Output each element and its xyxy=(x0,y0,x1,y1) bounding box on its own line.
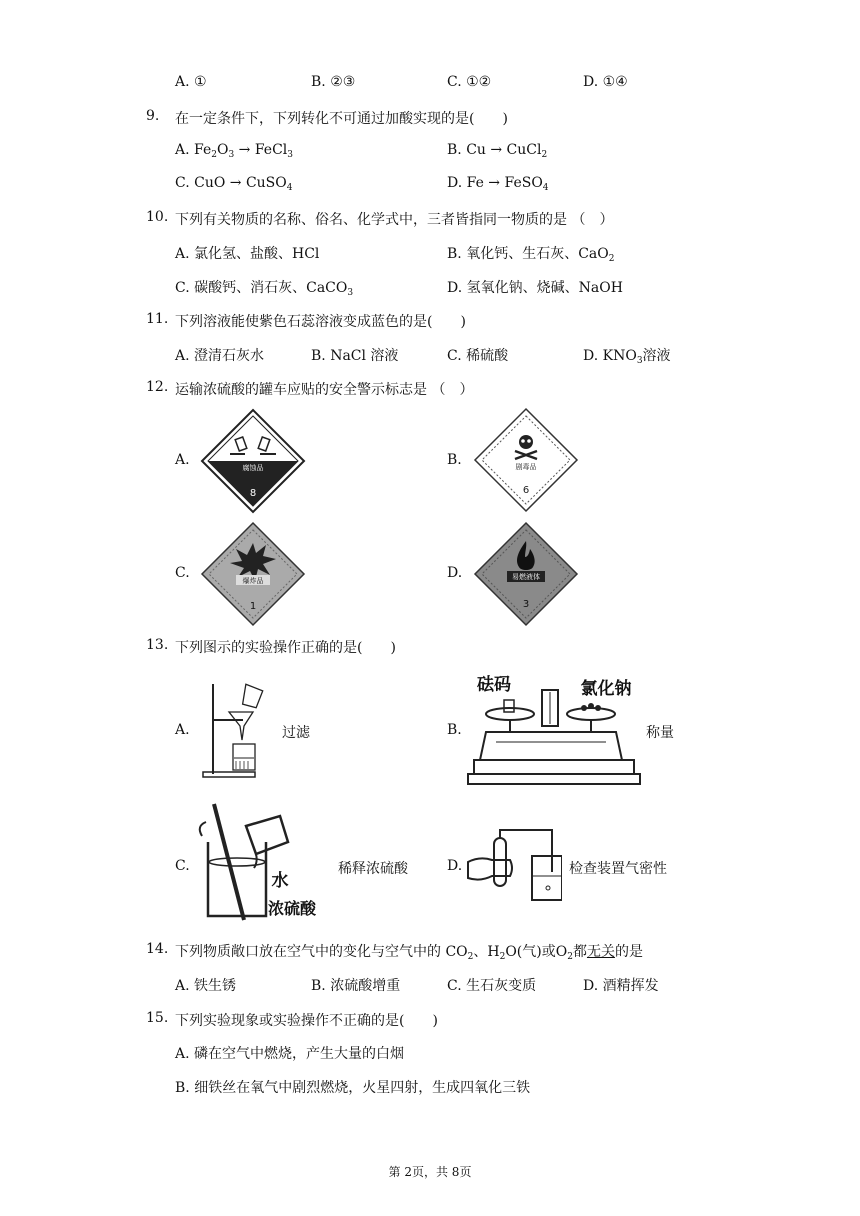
q13-option-a-label: A. xyxy=(175,722,190,738)
q15-stem: 下列实验现象或实验操作不正确的是( ) xyxy=(175,1013,438,1029)
dilution-water-label: 水 xyxy=(271,871,289,891)
q15-option-a: A. 磷在空气中燃烧，产生大量的白烟 xyxy=(175,1046,405,1062)
q13-option-b-label: B. xyxy=(447,722,462,738)
q12-option-d-label: D. xyxy=(447,565,463,581)
q8-option-b: B. ②③ xyxy=(311,74,356,90)
q13-option-d-caption: 检查装置气密性 xyxy=(569,861,667,877)
q12-number: 12. xyxy=(146,379,169,395)
q12-option-c-label: C. xyxy=(175,565,190,581)
q14-stem: 下列物质敞口放在空气中的变化与空气中的 $CO_2$、$H_2O$(气)或$O_2$都无关的是 xyxy=(175,944,643,962)
q11-number: 11. xyxy=(146,311,169,327)
page-footer: 第 2页，共 8页 xyxy=(388,1165,472,1179)
sign-d-number: 3 xyxy=(522,599,530,610)
sign-a-number: 8 xyxy=(249,488,257,499)
sign-b-number: 6 xyxy=(522,485,530,496)
filtration-image xyxy=(199,680,274,780)
q8-option-c: C. ①② xyxy=(447,74,492,90)
q12-option-a-label: A. xyxy=(175,452,190,468)
q8-option-a: A. ① xyxy=(175,74,207,90)
sign-d-text: 易燃液体 xyxy=(512,573,540,581)
q13-option-a-caption: 过滤 xyxy=(282,725,310,741)
sign-c-number: 1 xyxy=(249,601,257,612)
q10-stem: 下列有关物质的名称、俗名、化学式中，三者皆指同一物质的是 （ ） xyxy=(175,212,614,228)
q15-option-b: B. 细铁丝在氧气中剧烈燃烧，火星四射，生成四氧化三铁 xyxy=(175,1080,531,1096)
q13-stem: 下列图示的实验操作正确的是( ) xyxy=(175,640,396,656)
q11-option-b: B. NaCl 溶液 xyxy=(311,348,399,364)
q14-option-a: A. 铁生锈 xyxy=(175,978,237,994)
q10-number: 10. xyxy=(146,209,169,225)
q9-stem: 在一定条件下，下列转化不可通过加酸实现的是( ) xyxy=(175,111,508,127)
flammable-liquid-sign xyxy=(473,521,579,627)
q10-option-c: C. 碳酸钙、消石灰、CaCO$_3$ xyxy=(175,280,354,298)
dilution-image xyxy=(196,802,322,922)
toxic-sign xyxy=(473,407,579,513)
q14-option-d: D. 酒精挥发 xyxy=(583,978,659,994)
q9-option-b: B. Cu → CuCl$_2$ xyxy=(447,142,548,160)
q13-option-d-label: D. xyxy=(447,858,463,874)
q13-number: 13. xyxy=(146,637,169,653)
dilution-acid-label: 浓硫酸 xyxy=(267,899,317,918)
q14-option-b: B. 浓硫酸增重 xyxy=(311,978,401,994)
airtightness-image xyxy=(466,822,562,906)
q13-option-c-caption: 稀释浓硫酸 xyxy=(338,861,408,877)
q14-number: 14. xyxy=(146,941,169,957)
q11-stem: 下列溶液能使紫色石蕊溶液变成蓝色的是( ) xyxy=(175,314,466,330)
q12-stem: 运输浓硫酸的罐车应贴的安全警示标志是 （ ） xyxy=(175,382,474,398)
q9-option-c: C. CuO → CuSO$_4$ xyxy=(175,175,293,193)
q9-number: 9. xyxy=(146,108,160,124)
q15-number: 15. xyxy=(146,1010,169,1026)
sign-b-text: 剧毒品 xyxy=(515,463,537,471)
balance-image xyxy=(466,670,642,792)
q9-option-a: A. $Fe_2O_3$ → FeCl$_3$ xyxy=(175,142,293,160)
corrosive-sign xyxy=(200,408,306,514)
q11-option-d: D. $KNO_3$溶液 xyxy=(583,348,671,366)
q13-option-b-caption: 称量 xyxy=(646,725,674,741)
sign-c-text: 爆炸品 xyxy=(242,577,264,585)
q10-option-a: A. 氯化氢、盐酸、HCl xyxy=(175,246,320,262)
q11-option-c: C. 稀硫酸 xyxy=(447,348,509,364)
q10-option-b: B. 氧化钙、生石灰、CaO$_2$ xyxy=(447,246,615,264)
explosive-sign xyxy=(200,521,306,627)
balance-weight-label: 砝码 xyxy=(477,675,511,695)
q8-option-d: D. ①④ xyxy=(583,74,628,90)
sign-a-text: 腐蚀品 xyxy=(242,464,264,472)
q12-option-b-label: B. xyxy=(447,452,462,468)
q9-option-d: D. Fe → FeSO$_4$ xyxy=(447,175,549,193)
q14-option-c: C. 生石灰变质 xyxy=(447,978,537,994)
q11-option-a: A. 澄清石灰水 xyxy=(175,348,265,364)
q10-option-d: D. 氢氧化钠、烧碱、NaOH xyxy=(447,280,623,296)
balance-nacl-label: 氯化钠 xyxy=(580,679,632,699)
q13-option-c-label: C. xyxy=(175,858,190,874)
